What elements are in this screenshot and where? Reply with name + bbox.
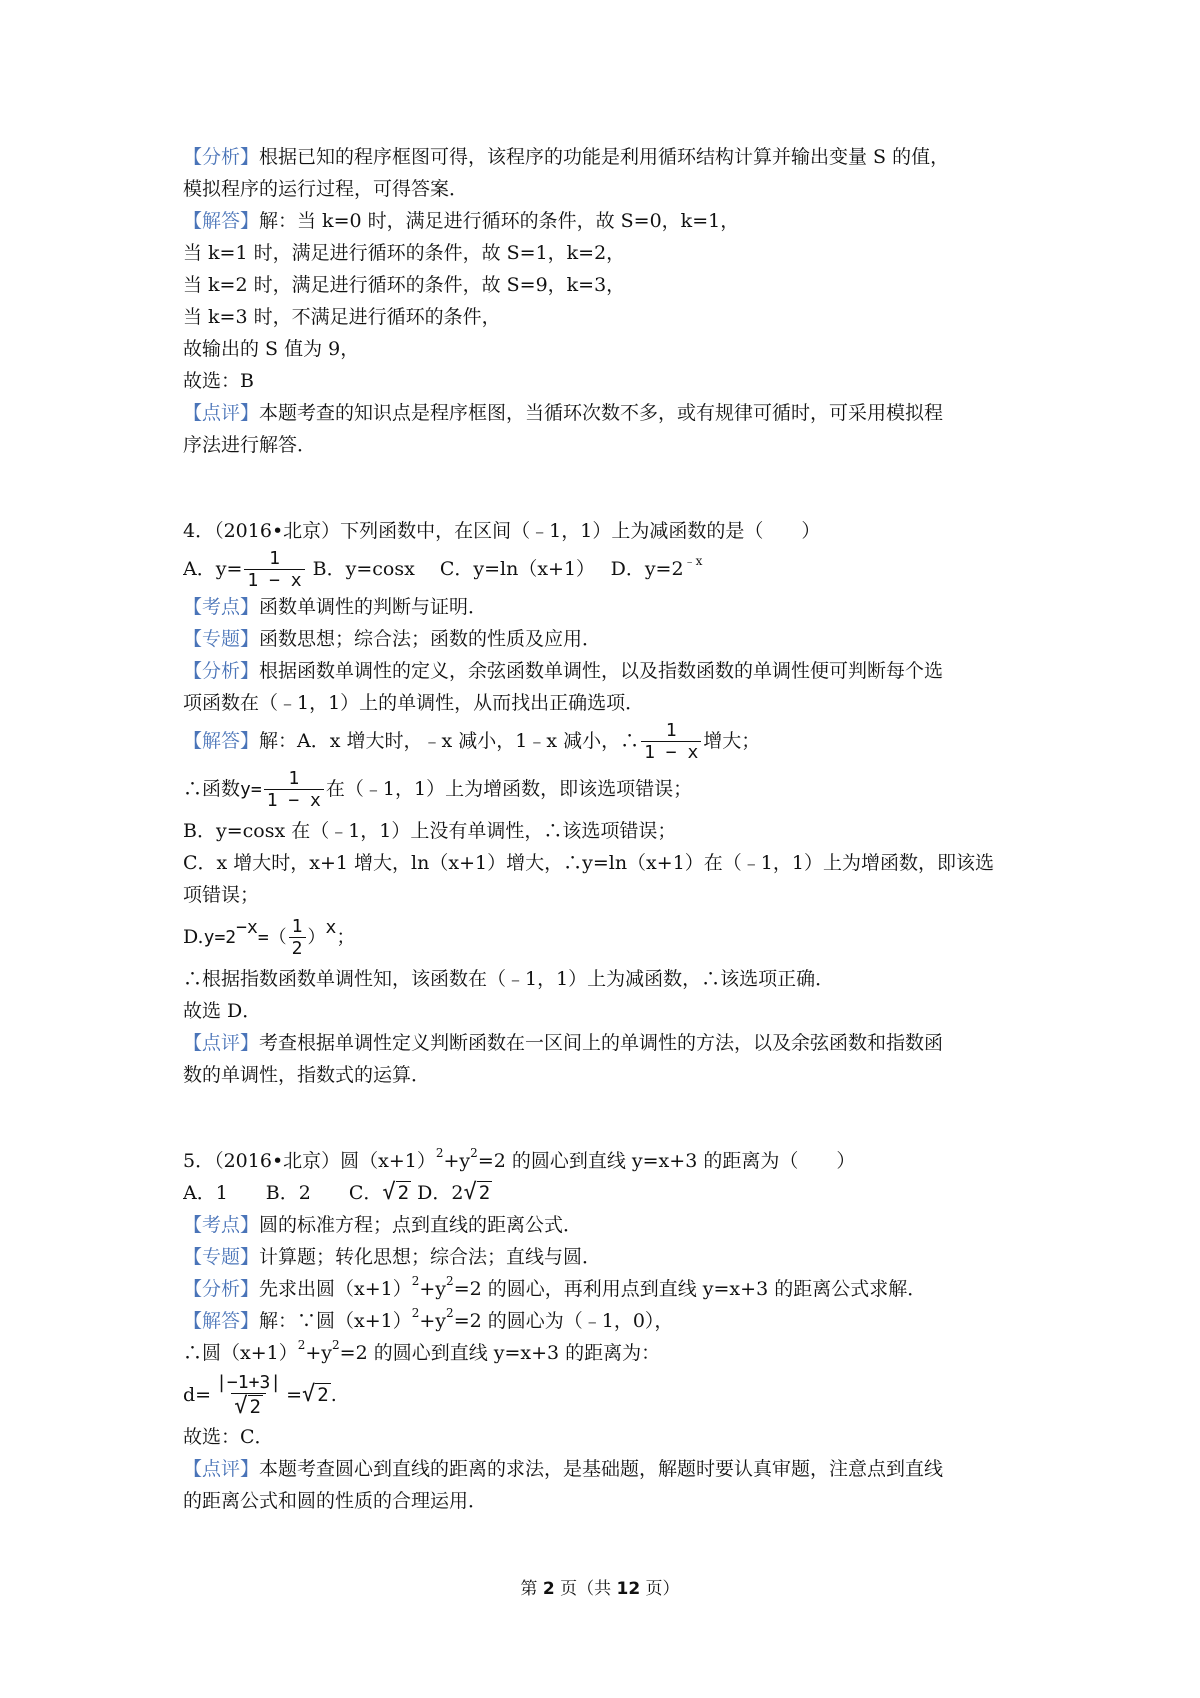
q4-options: A．y= $\frac{1}{1 - x}$ B．y=cosx C．y=ln（x+1） D．$y=2^{﹣x}$: [183, 548, 703, 591]
spacer: [183, 461, 1033, 515]
q4-solution-d2: ∴根据指数函数单调性知，该函数在（﹣1，1）上为减函数，∴该选项正确．: [183, 968, 835, 990]
q4-solution-c1: C．x 增大时，x+1 增大，ln（x+1）增大，∴y=ln（x+1）在（﹣1，1）上为增函数，即该选: [183, 852, 994, 874]
analysis-tag: 【分析】: [183, 660, 260, 682]
q4-knowledge-point: 【考点】函数单调性的判断与证明．: [183, 596, 488, 618]
q3-solution-line-3: 当 k=2 时，满足进行循环的条件，故 S=9，k=3，: [183, 274, 626, 296]
spacer: [183, 1091, 1033, 1145]
q4-title: 4．（2016•北京）下列函数中，在区间（﹣1，1）上为减函数的是（ ）: [183, 520, 821, 542]
q3-comment-line-1: 【点评】本题考查的知识点是程序框图，当循环次数不多，或有规律可循时，可采用模拟程: [183, 402, 944, 424]
analysis-tag: 【分析】: [183, 146, 260, 168]
fraction: $\frac{1}{1 - x}$: [244, 550, 304, 590]
q5-options: A．1 B．2 C．√ 2 D．2√ 2: [183, 1177, 1033, 1209]
q4-topic: 【专题】函数思想；综合法；函数的性质及应用．: [183, 628, 602, 650]
page-number: 2: [542, 1579, 555, 1599]
sqrt: √ 2: [302, 1382, 329, 1407]
q3-solution-line-5: 故输出的 S 值为 9，: [183, 338, 360, 360]
total-pages: 12: [616, 1579, 641, 1599]
q3-solution-line-4: 当 k=3 时，不满足进行循环的条件，: [183, 306, 501, 328]
q4-solution-d: $D.y=2^{-x}=$（ $\frac{1}{2}$ ）$^x$；: [183, 916, 356, 959]
solution-tag: 【解答】: [183, 730, 260, 752]
q4-solution-a2: ∴函数y= $\frac{1}{1 - x}$ 在（﹣1，1）上为增函数，即该选项错误；: [183, 768, 693, 811]
comment-tag: 【点评】: [183, 402, 260, 424]
q5-answer: 故选：C．: [183, 1426, 274, 1448]
analysis-tag: 【分析】: [183, 1278, 260, 1300]
q3-analysis-line-2: 模拟程序的运行过程，可得答案．: [183, 178, 469, 200]
q5-analysis: 【分析】先求出圆$(x+1)^2+y^2=2$ 的圆心，再利用点到直线 y=x+3 的距离公式求解．: [183, 1274, 927, 1300]
fraction-half: $\frac{1}{2}$: [289, 918, 306, 958]
q5-solution-line-1: 【解答】解：∵圆$(x+1)^2+y^2=2$ 的圆心为（﹣1，0），: [183, 1306, 674, 1332]
comment-tag: 【点评】: [183, 1458, 260, 1480]
q3-analysis-line-1: 【分析】根据已知的程序框图可得，该程序的功能是利用循环结构计算并输出变量 S 的值，: [183, 146, 950, 168]
q4-analysis-line-1: 【分析】根据函数单调性的定义，余弦函数单调性，以及指数函数的单调性便可判断每个选: [183, 660, 944, 682]
q5-comment-line-1: 【点评】本题考查圆心到直线的距离的求法，是基础题，解题时要认真审题，注意点到直线: [183, 1458, 944, 1480]
page-footer: 第 2 页（共 12 页）: [520, 1579, 680, 1599]
q3-solution-line-1: 【解答】解：当 k=0 时，满足进行循环的条件，故 S=0，k=1，: [183, 210, 740, 232]
q3-comment-line-2: 序法进行解答．: [183, 434, 317, 456]
sqrt: √ 2: [463, 1180, 491, 1205]
q4-solution-d3: 故选 D．: [183, 1000, 262, 1022]
knowledge-tag: 【考点】: [183, 1214, 260, 1236]
page-content: [183, 141, 1033, 1517]
q3-solution-line-2: 当 k=1 时，满足进行循环的条件，故 S=1，k=2，: [183, 242, 626, 264]
topic-tag: 【专题】: [183, 628, 260, 650]
comment-tag: 【点评】: [183, 1032, 260, 1054]
q5-knowledge-point: 【考点】圆的标准方程；点到直线的距离公式．: [183, 1214, 583, 1236]
q4-solution-b: B．y=cosx 在（﹣1，1）上没有单调性，∴该选项错误；: [183, 820, 677, 842]
fraction: $\frac{1}{1 - x}$: [264, 770, 324, 810]
topic-tag: 【专题】: [183, 1246, 260, 1268]
sqrt: √ 2: [382, 1180, 410, 1205]
q4-comment-line-1: 【点评】考查根据单调性定义判断函数在一区间上的单调性的方法，以及余弦函数和指数函: [183, 1032, 944, 1054]
q5-title: 5．（2016•北京）圆$(x+1)^2+y^2=2$ 的圆心到直线 y=x+3 的距离为（ ）: [183, 1146, 856, 1172]
q3-solution-line-6: 故选：B: [183, 370, 254, 392]
q5-topic: 【专题】计算题；转化思想；综合法；直线与圆．: [183, 1246, 602, 1268]
q4-solution-a: 【解答】解：A．x 增大时，﹣x 减小，1﹣x 减小，∴ $\frac{1}{1 - x}$ 增大；: [183, 720, 761, 763]
sqrt: √ 2: [234, 1394, 261, 1419]
fraction: $\frac{1}{1 - x}$: [641, 722, 701, 762]
q4-comment-line-2: 数的单调性，指数式的运算．: [183, 1064, 431, 1086]
solution-tag: 【解答】: [183, 1310, 260, 1332]
solution-tag: 【解答】: [183, 210, 260, 232]
q5-distance-formula: d= $\frac{|-1+3|}{√ 2}$ =√ 2 .: [183, 1369, 1033, 1421]
q4-solution-c2: 项错误；: [183, 884, 260, 906]
q5-comment-line-2: 的距离公式和圆的性质的合理运用．: [183, 1490, 488, 1512]
knowledge-tag: 【考点】: [183, 596, 260, 618]
q5-solution-line-2: ∴圆$(x+1)^2+y^2=2$ 的圆心到直线 y=x+3 的距离为：: [183, 1338, 661, 1364]
q4-analysis-line-2: 项函数在（﹣1，1）上的单调性，从而找出正确选项．: [183, 692, 645, 714]
fraction-distance: $\frac{|-1+3|}{√ 2}$: [216, 1372, 282, 1419]
